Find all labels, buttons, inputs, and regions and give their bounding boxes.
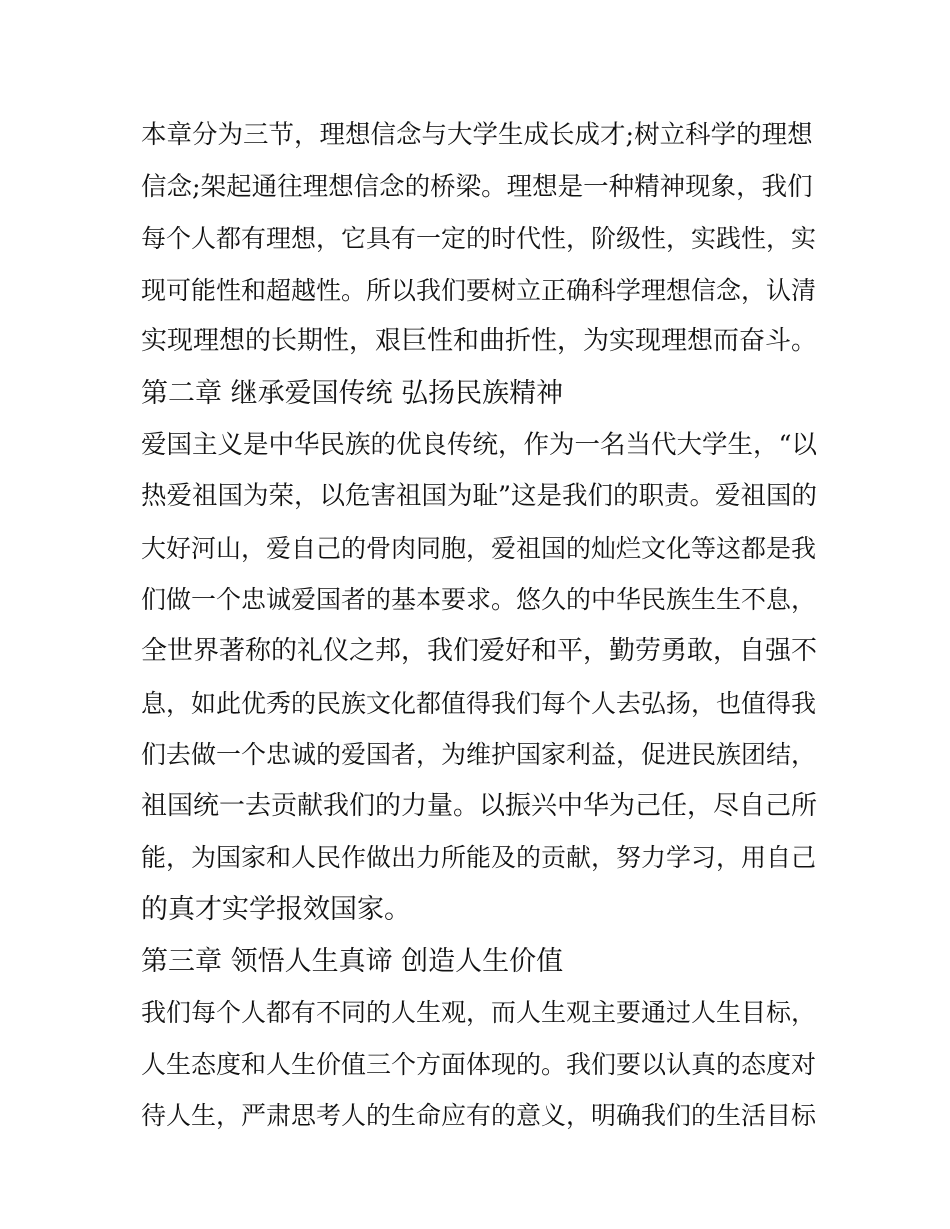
text-line: 信念;架起通往理想信念的桥梁。理想是一种精神现象，我们 — [141, 171, 813, 202]
text-line: 热爱祖国为荣，以危害祖国为耻”这是我们的职责。爱祖国的 — [141, 481, 818, 512]
text-line: 全世界著称的礼仪之邦，我们爱好和平，勤劳勇敢，自强不 — [141, 635, 818, 666]
text-line: 现可能性和超越性。所以我们要树立正确科学理想信念，认清 — [141, 275, 817, 305]
text-line: 我们每个人都有不同的人生观，而人生观主要通过人生目标， — [141, 998, 817, 1028]
text-line: 大好河山，爱自己的骨肉同胞，爱祖国的灿烂文化等这都是我 — [141, 533, 817, 563]
chapter-heading: 第二章 继承爱国传统 弘扬民族精神 — [141, 377, 564, 409]
text-line: 实现理想的长期性，艰巨性和曲折性，为实现理想而奋斗。 — [141, 326, 818, 357]
document-body — [141, 110, 821, 1142]
chapter-heading: 第三章 领悟人生真谛 创造人生价值 — [141, 945, 564, 977]
text-line: 本章分为三节，理想信念与大学生成长成才;树立科学的理想 — [141, 120, 813, 150]
text-line: 爱国主义是中华民族的优良传统，作为一名当代大学生，“以 — [141, 429, 818, 460]
text-line: 能，为国家和人民作做出力所能及的贡献，努力学习，用自己 — [141, 843, 817, 873]
text-line: 每个人都有理想，它具有一定的时代性，阶级性，实践性，实 — [141, 224, 817, 254]
text-line: 们去做一个忠诚的爱国者，为维护国家利益，促进民族团结， — [141, 740, 817, 770]
text-line: 待人生，严肃思考人的生命应有的意义，明确我们的生活目标 — [141, 1101, 817, 1131]
text-line: 息，如此优秀的民族文化都值得我们每个人去弘扬，也值得我 — [141, 688, 817, 718]
text-line: 人生态度和人生价值三个方面体现的。我们要以认真的态度对 — [141, 1049, 817, 1079]
text-line: 们做一个忠诚爱国者的基本要求。悠久的中华民族生生不息， — [141, 585, 817, 615]
text-line: 的真才实学报效国家。 — [141, 893, 411, 925]
text-line: 祖国统一去贡献我们的力量。以振兴中华为己任，尽自己所 — [141, 790, 818, 821]
